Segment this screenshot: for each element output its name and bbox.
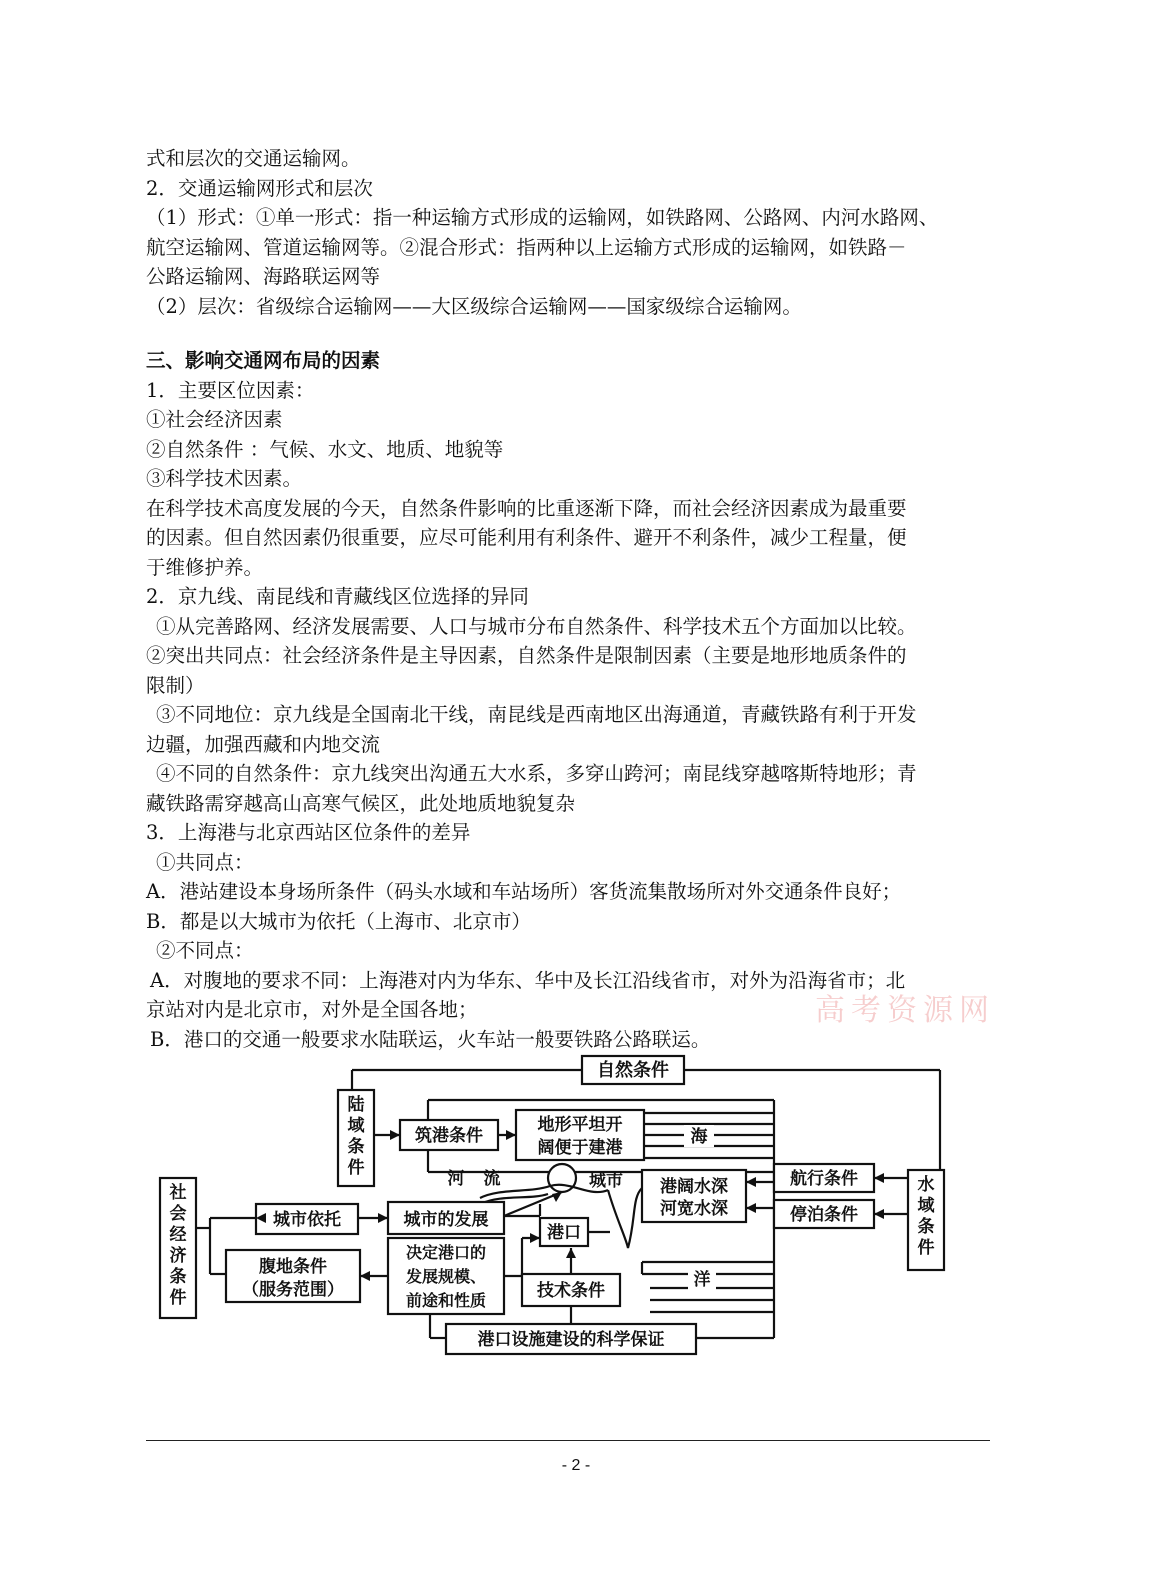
list-item: ③科学技术因素。	[146, 467, 303, 490]
ocean-label: 洋	[693, 1270, 711, 1290]
natural-conditions-label: 自然条件	[597, 1060, 669, 1081]
page-number: - 2 -	[561, 1457, 591, 1474]
construction-conditions-label: 筑港条件	[415, 1126, 483, 1146]
technical-conditions-label: 技术条件	[537, 1281, 605, 1301]
list-item: B．都是以大城市为依托（上海市、北京市）	[146, 909, 531, 933]
paragraph-line: （2）层次：省级综合运输网——大区级综合运输网——国家级综合运输网。	[146, 294, 802, 318]
navigation-conditions-label: 航行条件	[790, 1169, 858, 1189]
footer-divider	[146, 1440, 990, 1441]
paragraph-line: （1）形式：①单一形式：指一种运输方式形成的运输网，如铁路网、公路网、内河水路网、	[146, 206, 939, 229]
hinterland-label-line1: 腹地条件	[259, 1257, 327, 1277]
paragraph-line: 藏铁路需穿越高山高寒气候区，此处地质地貌复杂	[146, 791, 576, 815]
decide-port-label-line1: 决定港口的	[405, 1243, 487, 1262]
list-item: ①共同点：	[156, 850, 254, 874]
port-location-diagram	[150, 1048, 970, 1368]
flow-label: 流	[483, 1169, 501, 1189]
list-item: A．对腹地的要求不同：上海港对内为华东、华中及长江沿线省市，对外为沿海省市；北	[150, 968, 906, 992]
section-heading: 三、影响交通网布局的因素	[146, 349, 381, 372]
port-label: 港口	[547, 1223, 581, 1243]
paragraph-line: 式和层次的交通运输网。	[146, 147, 361, 170]
sea-label: 海	[690, 1127, 708, 1147]
section-title: 3．上海港与北京西站区位条件的差异	[146, 821, 471, 844]
list-item: A．港站建设本身场所条件（码头水域和车站场所）客货流集散场所对外交通条件良好；	[146, 880, 902, 903]
city-label: 城市	[589, 1171, 623, 1191]
list-item: ①从完善路网、经济发展需要、人口与城市分布自然条件、科学技术五个方面加以比较。	[156, 614, 917, 638]
facility-guarantee-label: 港口设施建设的科学保证	[477, 1330, 665, 1350]
section-title: 2．京九线、南昆线和青藏线区位选择的异同	[146, 585, 529, 608]
water-depth-label-line2: 河宽水深	[660, 1199, 728, 1219]
list-item: B．港口的交通一般要求水陆联运，火车站一般要铁路公路联运。	[150, 1027, 711, 1051]
paragraph-line: 航空运输网、管道运输网等。②混合形式：指两种以上运输方式形成的运输网，如铁路－	[146, 235, 907, 259]
hinterland-label-line2: （服务范围）	[242, 1280, 344, 1300]
paragraph-line: 公路运输网、海路联运网等	[146, 265, 381, 288]
paragraph-line: 在科学技术高度发展的今天，自然条件影响的比重逐渐下降，而社会经济因素成为最重要	[146, 496, 907, 520]
paragraph-line: 于维修护养。	[146, 555, 264, 579]
terrain-label-line2: 阔便于建港	[537, 1138, 623, 1158]
decide-port-label-line3: 前途和性质	[405, 1291, 487, 1310]
section-title: 2．交通运输网形式和层次	[146, 176, 373, 200]
list-item: ②不同点：	[156, 939, 254, 962]
paragraph-line: 边疆，加强西藏和内地交流	[146, 732, 381, 756]
city-development-label: 城市的发展	[403, 1210, 489, 1230]
terrain-label-line1: 地形平坦开	[537, 1115, 623, 1135]
water-domain-label: 水域条件	[917, 1175, 935, 1258]
anchorage-conditions-label: 停泊条件	[790, 1205, 858, 1225]
city-support-label: 城市依托	[273, 1210, 341, 1230]
list-item: ②自然条件 ：气候、水文、地质、地貌等	[146, 437, 504, 461]
watermark: 高考资源网	[815, 993, 995, 1028]
list-item: ④不同的自然条件：京九线突出沟通五大水系，多穿山跨河；南昆线穿越喀斯特地形；青	[156, 762, 917, 785]
water-depth-label-line1: 港阔水深	[660, 1177, 728, 1197]
list-item: ②突出共同点：社会经济条件是主导因素，自然条件是限制因素（主要是地形地质条件的	[146, 644, 907, 667]
paragraph-line: 限制）	[146, 673, 205, 697]
paragraph-line: 京站对内是北京市，对外是全国各地；	[146, 998, 478, 1021]
socio-economic-label: 社会经济条件	[169, 1183, 187, 1308]
list-item: ①社会经济因素	[146, 408, 283, 431]
paragraph-line: 的因素。但自然因素仍很重要，应尽可能利用有利条件、避开不利条件，减少工程量，便	[146, 526, 907, 549]
decide-port-label-line2: 发展规模、	[405, 1267, 487, 1286]
section-title: 1．主要区位因素：	[146, 378, 315, 402]
body-text	[146, 144, 1006, 1054]
list-item: ③不同地位：京九线是全国南北干线，南昆线是西南地区出海通道，青藏铁路有利于开发	[156, 703, 917, 726]
river-label: 河	[447, 1169, 465, 1189]
land-conditions-label: 陆域条件	[347, 1095, 365, 1178]
